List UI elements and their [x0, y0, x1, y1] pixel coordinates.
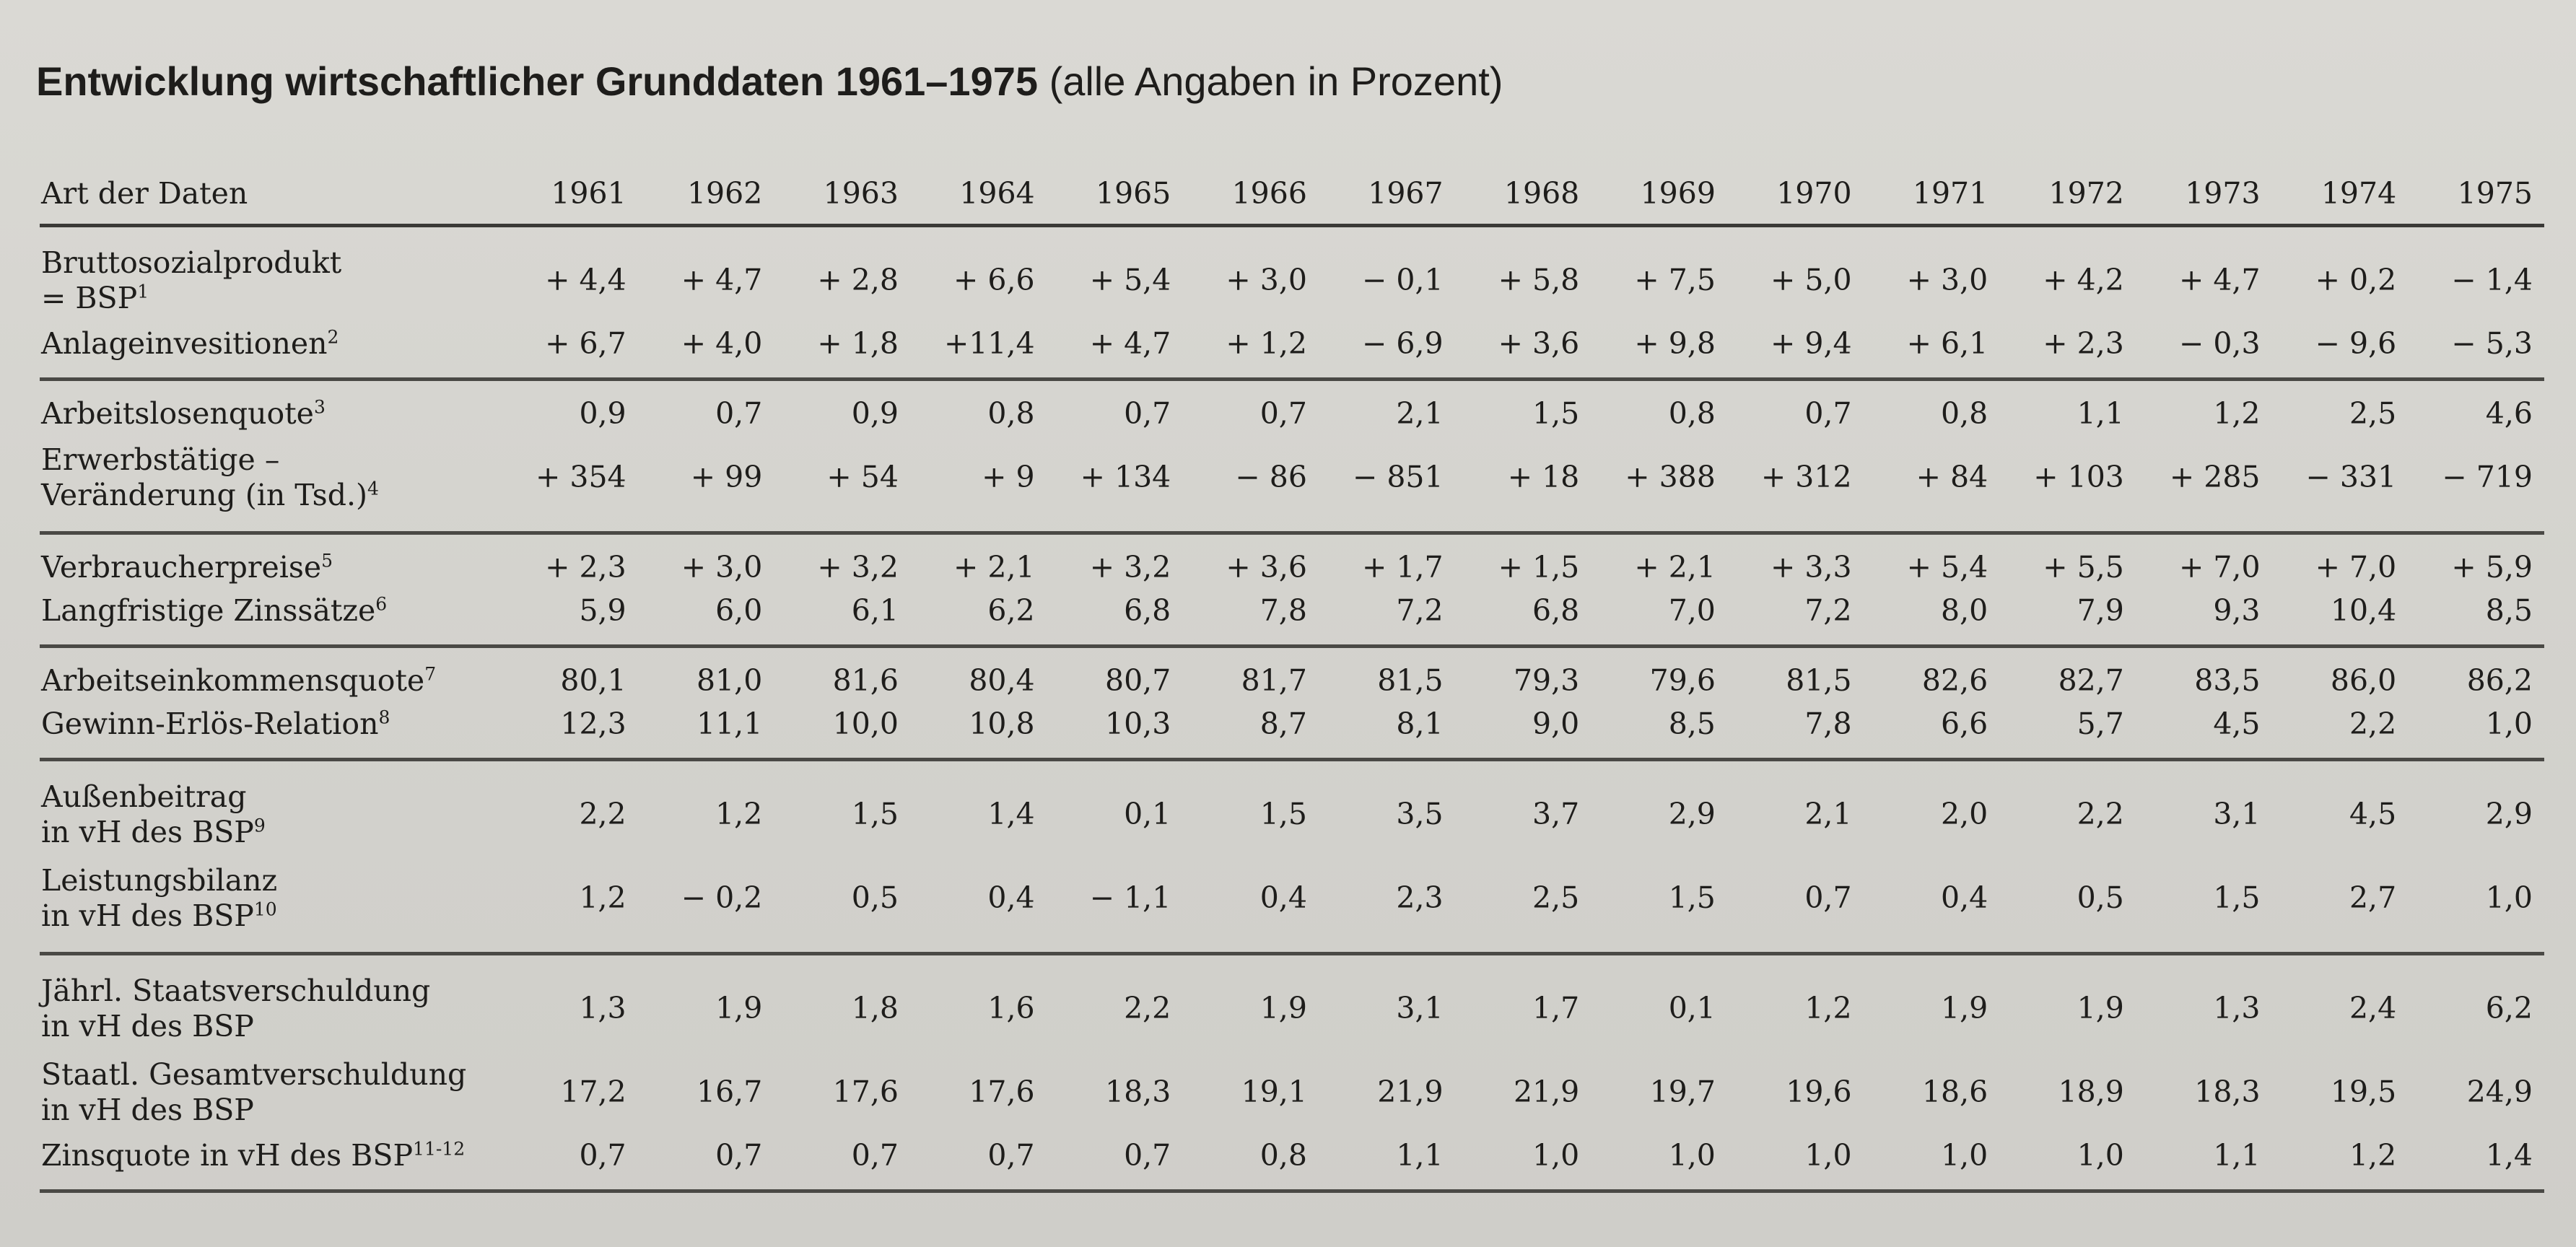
data-cell: 6,6	[1941, 706, 1988, 742]
data-cell: + 4,2	[2043, 263, 2124, 298]
data-cell: 1,1	[1396, 1138, 1444, 1173]
row-label-line: Gewinn-Erlös-Relation	[41, 706, 379, 742]
data-cell: 82,6	[1921, 663, 1988, 699]
data-cell: 1,3	[2213, 991, 2261, 1026]
row-label	[40, 760, 502, 857]
data-cell: 1,4	[987, 797, 1035, 832]
data-cell: 2,9	[2485, 797, 2533, 832]
data-cell: 3,5	[1396, 797, 1444, 832]
table-row	[40, 760, 2544, 857]
year-header: 1972	[2048, 176, 2124, 211]
data-cell: 0,5	[2077, 880, 2124, 916]
data-cell: + 2,3	[545, 550, 626, 585]
data-cell: 6,8	[1124, 593, 1171, 629]
data-cell: 3,1	[1396, 991, 1444, 1026]
data-cell: 0,4	[987, 880, 1035, 916]
data-cell: 0,7	[851, 1138, 899, 1173]
data-cell: 5,7	[2077, 706, 2124, 742]
data-cell: 1,4	[2485, 1138, 2533, 1173]
data-cell: 4,6	[2485, 396, 2533, 432]
data-cell: 7,0	[1668, 593, 1716, 629]
data-cell: 1,0	[2485, 706, 2533, 742]
data-cell: 8,1	[1396, 706, 1444, 742]
data-cell: − 1,1	[1089, 880, 1171, 916]
row-label	[40, 857, 502, 954]
data-cell: 2,5	[1532, 880, 1580, 916]
table-row	[40, 226, 2544, 323]
data-cell: 7,9	[2077, 593, 2124, 629]
header-row	[40, 165, 2544, 226]
table-row	[40, 590, 2544, 647]
data-cell: 10,3	[1104, 706, 1171, 742]
data-cell: 86,2	[2466, 663, 2533, 699]
year-header: 1970	[1776, 176, 1852, 211]
data-cell: 2,5	[2349, 396, 2397, 432]
data-cell: + 3,2	[1089, 550, 1171, 585]
data-cell: + 4,7	[681, 263, 763, 298]
row-label	[40, 380, 502, 437]
data-cell: 82,7	[2058, 663, 2124, 699]
year-header: 1969	[1640, 176, 1716, 211]
data-cell: 8,0	[1941, 593, 1988, 629]
title-note: (alle Angaben in Prozent)	[1049, 58, 1503, 104]
table-row	[40, 703, 2544, 760]
data-cell: 12,3	[560, 706, 626, 742]
data-cell: + 3,0	[1226, 263, 1307, 298]
year-header: 1971	[1912, 176, 1988, 211]
year-header: 1964	[959, 176, 1035, 211]
header-label: Art der Daten	[41, 176, 248, 211]
data-cell: 1,8	[851, 991, 899, 1026]
data-cell: 1,0	[1532, 1138, 1580, 1173]
data-cell: 2,4	[2349, 991, 2397, 1026]
data-cell: + 5,8	[1498, 263, 1580, 298]
data-cell: + 7,0	[2178, 550, 2261, 585]
data-cell: 6,2	[987, 593, 1035, 629]
data-cell: 0,7	[715, 1138, 763, 1173]
data-cell: 1,5	[1259, 797, 1307, 832]
footnote-marker: 3	[313, 396, 326, 418]
data-cell: 10,8	[969, 706, 1035, 742]
data-cell: 0,9	[579, 396, 626, 432]
data-cell: + 5,9	[2451, 550, 2533, 585]
data-cell: 81,7	[1241, 663, 1307, 699]
row-label-line: Verbraucherpreise	[41, 550, 322, 585]
year-header: 1961	[551, 176, 626, 211]
row-label-line: Bruttosozialprodukt	[41, 245, 342, 280]
data-cell: 80,1	[560, 663, 626, 699]
data-cell: 0,7	[579, 1138, 626, 1173]
data-cell: + 5,0	[1770, 263, 1852, 298]
data-cell: 1,0	[1941, 1138, 1988, 1173]
data-cell: 1,5	[2213, 880, 2261, 916]
data-cell: 0,7	[715, 396, 763, 432]
data-cell: + 103	[2033, 460, 2124, 495]
row-label-line: Veränderung (in Tsd.)	[41, 478, 367, 512]
data-cell: 2,1	[1396, 396, 1444, 432]
footnote-marker: 10	[253, 898, 277, 920]
table-row	[40, 533, 2544, 590]
row-label-line: Zinsquote in vH des BSP	[41, 1138, 414, 1173]
data-cell: 4,5	[2213, 706, 2261, 742]
data-cell: 2,9	[1668, 797, 1716, 832]
year-header: 1966	[1231, 176, 1307, 211]
data-cell: + 285	[2169, 460, 2261, 495]
data-cell: 1,0	[2485, 880, 2533, 916]
row-label	[40, 226, 502, 323]
table-row	[40, 1134, 2544, 1191]
row-label-line: Erwerbstätige –	[41, 442, 280, 477]
data-cell: 2,2	[579, 797, 626, 832]
data-cell: 9,0	[1532, 706, 1580, 742]
data-cell: 19,7	[1649, 1075, 1716, 1110]
data-cell: − 0,1	[1362, 263, 1444, 298]
data-cell: 1,9	[1941, 991, 1988, 1026]
year-header: 1973	[2185, 176, 2261, 211]
data-cell: + 2,1	[1634, 550, 1716, 585]
row-label	[40, 323, 502, 380]
data-cell: + 3,2	[817, 550, 899, 585]
data-cell: 7,8	[1804, 706, 1852, 742]
data-cell: 1,0	[1668, 1138, 1716, 1173]
data-cell: 0,4	[1941, 880, 1988, 916]
footnote-marker: 6	[375, 593, 388, 615]
year-header: 1968	[1503, 176, 1580, 211]
table-title	[36, 58, 1503, 105]
data-cell: 6,8	[1532, 593, 1580, 629]
data-cell: − 5,3	[2451, 326, 2533, 362]
data-cell: − 719	[2442, 460, 2533, 495]
data-cell: 10,4	[2330, 593, 2397, 629]
data-cell: 1,5	[851, 797, 899, 832]
data-cell: + 54	[826, 460, 899, 495]
data-cell: 1,9	[2077, 991, 2124, 1026]
data-cell: 0,5	[851, 880, 899, 916]
data-cell: 6,1	[851, 593, 899, 629]
data-cell: 1,2	[579, 880, 626, 916]
data-cell: 2,0	[1941, 797, 1988, 832]
data-cell: 0,1	[1668, 991, 1716, 1026]
data-cell: 1,1	[2213, 1138, 2261, 1173]
row-label	[40, 954, 502, 1051]
data-cell: 3,7	[1532, 797, 1580, 832]
row-label-line: in vH des BSP	[41, 898, 254, 933]
row-label	[40, 436, 502, 533]
data-cell: 19,5	[2330, 1075, 2397, 1110]
data-cell: + 2,1	[953, 550, 1035, 585]
data-cell: + 3,3	[1770, 550, 1852, 585]
data-cell: 0,7	[1804, 880, 1852, 916]
table-row	[40, 1051, 2544, 1134]
data-cell: 2,2	[1124, 991, 1171, 1026]
data-cell: − 0,2	[681, 880, 763, 916]
table-row	[40, 436, 2544, 533]
data-cell: + 1,7	[1362, 550, 1444, 585]
data-cell: + 4,4	[545, 263, 626, 298]
data-cell: 18,9	[2058, 1075, 2124, 1110]
row-label	[40, 647, 502, 704]
data-cell: + 1,5	[1498, 550, 1580, 585]
data-cell: 19,6	[1786, 1075, 1852, 1110]
footnote-marker: 9	[253, 815, 266, 836]
data-cell: 2,2	[2349, 706, 2397, 742]
row-label-line: in vH des BSP	[41, 1009, 254, 1043]
data-cell: − 1,4	[2451, 263, 2533, 298]
row-label-line: in vH des BSP	[41, 1093, 254, 1127]
footnote-marker: 1	[137, 281, 149, 302]
footnote-marker: 4	[367, 478, 379, 499]
row-label-line: Arbeitslosenquote	[41, 396, 314, 432]
data-cell: + 18	[1507, 460, 1580, 495]
data-cell: 6,2	[2485, 991, 2533, 1026]
data-cell: 81,5	[1786, 663, 1852, 699]
table-row	[40, 323, 2544, 380]
data-cell: 0,8	[1668, 396, 1716, 432]
data-cell: − 9,6	[2315, 326, 2397, 362]
row-label-line: Arbeitseinkommensquote	[41, 663, 425, 699]
row-label-line: Langfristige Zinssätze	[41, 593, 376, 629]
data-cell: + 5,5	[2043, 550, 2124, 585]
footnote-marker: 8	[378, 706, 390, 728]
table-row	[40, 857, 2544, 954]
row-label-line: Jährl. Staatsverschuldung	[41, 973, 431, 1008]
data-cell: + 6,1	[1906, 326, 1988, 362]
data-cell: 1,0	[1804, 1138, 1852, 1173]
footnote-marker: 7	[424, 663, 437, 685]
data-cell: 1,9	[715, 991, 763, 1026]
data-cell: 17,2	[560, 1075, 626, 1110]
data-cell: 18,6	[1921, 1075, 1988, 1110]
data-cell: 81,6	[832, 663, 899, 699]
data-cell: + 2,3	[2043, 326, 2124, 362]
data-cell: 0,8	[1259, 1138, 1307, 1173]
row-label-line: Anlageinvesitionen	[41, 326, 328, 362]
data-cell: + 5,4	[1089, 263, 1171, 298]
data-cell: 8,7	[1259, 706, 1307, 742]
data-cell: 7,2	[1804, 593, 1852, 629]
data-cell: 1,1	[2077, 396, 2124, 432]
data-cell: 1,7	[1532, 991, 1580, 1026]
data-cell: 3,1	[2213, 797, 2261, 832]
data-cell: 1,2	[2349, 1138, 2397, 1173]
data-cell: + 4,0	[681, 326, 763, 362]
data-cell: 1,5	[1668, 880, 1716, 916]
data-cell: + 0,2	[2315, 263, 2397, 298]
data-cell: − 331	[2305, 460, 2397, 495]
data-cell: + 9	[982, 460, 1035, 495]
data-cell: + 3,6	[1226, 550, 1307, 585]
data-cell: + 99	[690, 460, 763, 495]
data-cell: + 6,6	[953, 263, 1035, 298]
data-cell: 7,8	[1259, 593, 1307, 629]
year-header: 1962	[686, 176, 763, 211]
table-row	[40, 380, 2544, 437]
data-cell: 86,0	[2330, 663, 2397, 699]
data-cell: 1,0	[2077, 1138, 2124, 1173]
data-cell: 4,5	[2349, 797, 2397, 832]
data-cell: 10,0	[832, 706, 899, 742]
data-cell: 2,2	[2077, 797, 2124, 832]
title-main: Entwicklung wirtschaftlicher Grunddaten 1961–1975	[36, 58, 1038, 104]
row-label	[40, 590, 502, 647]
data-cell: 83,5	[2194, 663, 2261, 699]
data-cell: 0,8	[1941, 396, 1988, 432]
data-cell: 24,9	[2466, 1075, 2533, 1110]
footnote-marker: 2	[327, 326, 339, 348]
data-cell: + 3,0	[681, 550, 763, 585]
data-cell: + 9,8	[1634, 326, 1716, 362]
data-cell: + 9,4	[1770, 326, 1852, 362]
data-cell: 17,6	[832, 1075, 899, 1110]
data-cell: + 1,2	[1226, 326, 1307, 362]
data-cell: 9,3	[2213, 593, 2261, 629]
data-cell: 1,2	[2213, 396, 2261, 432]
data-cell: 0,4	[1259, 880, 1307, 916]
data-cell: 11,1	[697, 706, 763, 742]
data-cell: 2,1	[1804, 797, 1852, 832]
data-cell: 1,9	[1259, 991, 1307, 1026]
year-header: 1974	[2320, 176, 2397, 211]
table-row	[40, 954, 2544, 1051]
data-cell: 19,1	[1241, 1075, 1307, 1110]
data-cell: + 7,0	[2315, 550, 2397, 585]
data-cell: 80,4	[969, 663, 1035, 699]
table-row	[40, 647, 2544, 704]
row-label-line: = BSP	[41, 281, 138, 315]
data-cell: + 2,8	[817, 263, 899, 298]
data-cell: − 86	[1235, 460, 1307, 495]
data-cell: 80,7	[1104, 663, 1171, 699]
row-label-line: in vH des BSP	[41, 815, 254, 849]
data-cell: + 3,0	[1906, 263, 1988, 298]
data-cell: + 5,4	[1906, 550, 1988, 585]
row-label-line: Außenbeitrag	[41, 779, 247, 814]
year-header: 1975	[2457, 176, 2533, 211]
data-cell: 17,6	[969, 1075, 1035, 1110]
data-cell: 79,6	[1649, 663, 1716, 699]
data-cell: 8,5	[1668, 706, 1716, 742]
data-cell: + 312	[1760, 460, 1852, 495]
data-cell: 0,7	[1259, 396, 1307, 432]
data-cell: 0,9	[851, 396, 899, 432]
data-cell: + 7,5	[1634, 263, 1716, 298]
data-cell: + 388	[1625, 460, 1716, 495]
row-label	[40, 533, 502, 590]
economic-data-table	[40, 165, 2544, 1193]
row-label	[40, 1134, 502, 1191]
data-cell: 16,7	[697, 1075, 763, 1110]
data-cell: + 1,8	[817, 326, 899, 362]
data-cell: + 354	[536, 460, 626, 495]
data-cell: 21,9	[1377, 1075, 1444, 1110]
data-cell: 1,2	[1804, 991, 1852, 1026]
row-label-line: Leistungsbilanz	[41, 862, 278, 898]
data-cell: 1,3	[579, 991, 626, 1026]
data-cell: 81,0	[697, 663, 763, 699]
row-label-line: Staatl. Gesamtverschuldung	[41, 1056, 467, 1092]
data-cell: 2,3	[1396, 880, 1444, 916]
data-cell: − 0,3	[2178, 326, 2261, 362]
data-cell: 0,7	[1804, 396, 1852, 432]
data-cell: − 6,9	[1362, 326, 1444, 362]
data-cell: + 134	[1080, 460, 1171, 495]
year-header: 1965	[1095, 176, 1171, 211]
data-cell: + 4,7	[2178, 263, 2261, 298]
data-cell: 81,5	[1377, 663, 1444, 699]
data-cell: 79,3	[1513, 663, 1580, 699]
data-cell: 1,6	[987, 991, 1035, 1026]
data-cell: + 84	[1916, 460, 1988, 495]
row-label	[40, 703, 502, 760]
data-cell: 1,5	[1532, 396, 1580, 432]
data-cell: 18,3	[2194, 1075, 2261, 1110]
year-header: 1967	[1368, 176, 1444, 211]
data-cell: 0,7	[1124, 396, 1171, 432]
data-cell: 5,9	[579, 593, 626, 629]
data-cell: 18,3	[1104, 1075, 1171, 1110]
data-cell: 21,9	[1513, 1075, 1580, 1110]
data-cell: 7,2	[1396, 593, 1444, 629]
data-cell: + 3,6	[1498, 326, 1580, 362]
year-header: 1963	[823, 176, 899, 211]
data-cell: 0,8	[987, 396, 1035, 432]
data-cell: 0,1	[1124, 797, 1171, 832]
data-cell: 6,0	[715, 593, 763, 629]
data-cell: 2,7	[2349, 880, 2397, 916]
data-cell: +11,4	[943, 326, 1035, 362]
data-cell: + 4,7	[1089, 326, 1171, 362]
data-cell: 0,7	[987, 1138, 1035, 1173]
footnote-marker: 11-12	[413, 1138, 466, 1160]
data-cell: − 851	[1352, 460, 1444, 495]
footnote-marker: 5	[321, 550, 333, 572]
row-label	[40, 1051, 502, 1134]
data-cell: 1,2	[715, 797, 763, 832]
table-body	[40, 226, 2544, 1191]
data-cell: 8,5	[2485, 593, 2533, 629]
data-cell: 0,7	[1124, 1138, 1171, 1173]
data-cell: + 6,7	[545, 326, 626, 362]
